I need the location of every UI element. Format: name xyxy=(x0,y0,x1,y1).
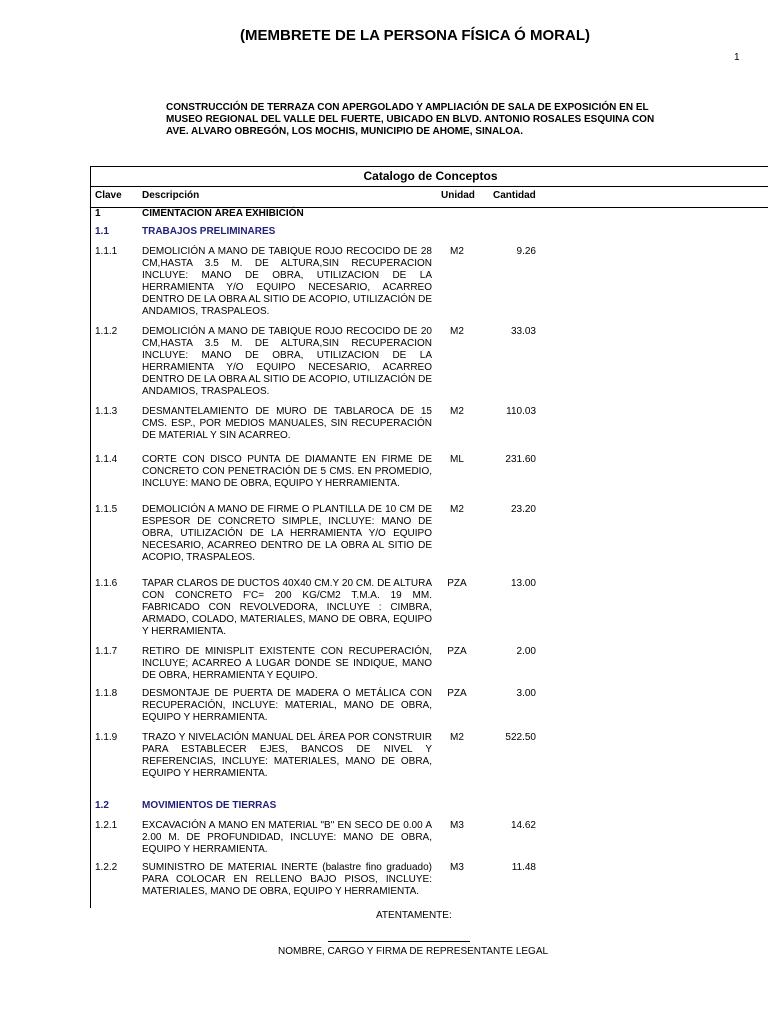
row-cantidad: 3.00 xyxy=(516,688,536,699)
header-clave: Clave xyxy=(95,190,122,201)
letterhead-title: (MEMBRETE DE LA PERSONA FÍSICA Ó MORAL) xyxy=(240,27,590,44)
concepts-catalog xyxy=(90,166,768,908)
row-descripcion: TRAZO Y NIVELACIÓN MANUAL DEL ÁREA POR CONSTRUIR PARA ESTABLECER EJES, BANCOS DE NIVEL Y REFERENCIAS, INCLUYE: MATERIALES, MANO DE OBRA, EQUIPO Y HERRAMIENTA. xyxy=(142,732,432,779)
row-unidad: M3 xyxy=(450,862,464,873)
row-cantidad: 14.62 xyxy=(510,820,536,831)
row-unidad: M2 xyxy=(450,732,464,743)
catalog-items xyxy=(91,208,768,908)
row-cantidad: 23.20 xyxy=(510,504,536,515)
row-clave: 1.2 xyxy=(95,800,109,811)
row-unidad: PZA xyxy=(447,646,467,657)
row-unidad: M2 xyxy=(450,246,464,257)
row-descripcion: MOVIMIENTOS DE TIERRAS xyxy=(142,800,277,811)
row-descripcion: CIMENTACION ÁREA EXHIBICIÓN xyxy=(142,208,304,219)
closing-text: ATENTAMENTE: xyxy=(376,910,452,921)
row-descripcion: CORTE CON DISCO PUNTA DE DIAMANTE EN FIRME DE CONCRETO CON PENETRACIÓN DE 5 CMS. EN PROMEDIO, INCLUYE: MANO DE OBRA, EQUIPO Y HERRAMIENTA. xyxy=(142,454,432,489)
row-clave: 1.2.1 xyxy=(95,820,118,831)
row-clave: 1.1.1 xyxy=(95,246,118,257)
row-cantidad: 9.26 xyxy=(516,246,536,257)
row-descripcion: DESMANTELAMIENTO DE MURO DE TABLAROCA DE 15 CMS. ESP., POR MEDIOS MANUALES, SIN RECUPERACIÓN DE MATERIAL Y SIN ACARREO. xyxy=(142,406,432,441)
row-unidad: M3 xyxy=(450,820,464,831)
row-unidad: ML xyxy=(450,454,464,465)
row-descripcion: DESMONTAJE DE PUERTA DE MADERA O METÁLICA CON RECUPERACIÓN, INCLUYE: MATERIAL, MANO DE OBRA, EQUIPO Y HERRAMIENTA. xyxy=(142,688,432,723)
row-clave: 1.1.5 xyxy=(95,504,118,515)
row-cantidad: 110.03 xyxy=(506,406,536,417)
row-descripcion: RETIRO DE MINISPLIT EXISTENTE CON RECUPERACIÓN, INCLUYE; ACARREO A LUGAR DONDE SE INDIQUE, MANO DE OBRA, HERRAMIENTA Y EQUIPO. xyxy=(142,646,432,681)
row-unidad: M2 xyxy=(450,406,464,417)
catalog-title: Catalogo de Conceptos xyxy=(363,169,498,183)
row-clave: 1.1.3 xyxy=(95,406,118,417)
project-description: CONSTRUCCIÓN DE TERRAZA CON APERGOLADO Y AMPLIACIÓN DE SALA DE EXPOSICIÓN EN EL MUSEO REGIONAL DEL VALLE DEL FUERTE, UBICADO EN BLVD. ANTONIO ROSALES ESQUINA CON AVE. ALVARO OBREGÓN, LOS MOCHIS, MUNICIPIO DE AHOME, SINALOA. xyxy=(166,102,655,137)
row-clave: 1.1.2 xyxy=(95,326,118,337)
row-descripcion: TAPAR CLAROS DE DUCTOS 40X40 CM.Y 20 CM. DE ALTURA CON CONCRETO F'C= 200 KG/CM2 T.M.A. 19 MM. FABRICADO CON REVOLVEDORA, INCLUYE : CIMBRA, ARMADO, COLADO, MATERIALES, MANO DE OBRA, EQUIPO Y HERRAMIENTA. xyxy=(142,578,432,637)
row-clave: 1.2.2 xyxy=(95,862,118,873)
header-cantidad: Cantidad xyxy=(493,190,536,201)
row-cantidad: 13.00 xyxy=(510,578,536,589)
row-descripcion: DEMOLICIÓN A MANO DE TABIQUE ROJO RECOCIDO DE 20 CM,HASTA 3.5 M. DE ALTURA,SIN RECUPERACION INCLUYE: MANO DE OBRA, UTILIZACION DE LA HERRAMIENTA Y/O EQUIPO NECESARIO, ACARREO DENTRO DE LA OBRA AL SITIO DE ACOPIO, UTILIZACIÓN DE ANDAMIOS, TRASPALEOS. xyxy=(142,326,432,397)
row-unidad: PZA xyxy=(447,688,467,699)
row-cantidad: 11.48 xyxy=(511,862,536,873)
row-unidad: PZA xyxy=(447,578,467,589)
header-descripcion: Descripción xyxy=(142,190,200,201)
row-cantidad: 2.00 xyxy=(516,646,536,657)
row-clave: 1 xyxy=(95,208,101,219)
row-clave: 1.1.8 xyxy=(95,688,118,699)
row-clave: 1.1.7 xyxy=(95,646,118,657)
row-descripcion: SUMINISTRO DE MATERIAL INERTE (balastre fino graduado) PARA COLOCAR EN RELLENO BAJO PISOS, INCLUYE: MATERIALES, MANO DE OBRA, EQUIPO Y HERRAMIENTA. xyxy=(142,862,432,897)
row-descripcion: DEMOLICIÓN A MANO DE FIRME O PLANTILLA DE 10 CM DE ESPESOR DE CONCRETO SIMPLE, INCLUYE: MANO DE OBRA, UTILIZACIÓN DE LA HERRAMIENTA Y/O EQUIPO NECESARIO, ACARREO DENTRO DE LA OBRA AL SITIO DE ACOPIO, TRASPALEOS. xyxy=(142,504,432,563)
row-unidad: M2 xyxy=(450,504,464,515)
row-cantidad: 522.50 xyxy=(505,732,536,743)
row-unidad: M2 xyxy=(450,326,464,337)
row-clave: 1.1.9 xyxy=(95,732,118,743)
signature-line xyxy=(328,941,470,942)
row-descripcion: EXCAVACIÓN A MANO EN MATERIAL "B" EN SECO DE 0.00 A 2.00 M. DE PROFUNDIDAD, INCLUYE: MANO DE OBRA, EQUIPO Y HERRAMIENTA. xyxy=(142,820,432,855)
page-number: 1 xyxy=(734,52,740,63)
row-cantidad: 231.60 xyxy=(505,454,536,465)
row-clave: 1.1.6 xyxy=(95,578,118,589)
row-clave: 1.1.4 xyxy=(95,454,118,465)
row-descripcion: DEMOLICIÓN A MANO DE TABIQUE ROJO RECOCIDO DE 28 CM,HASTA 3.5 M. DE ALTURA,SIN RECUPERACION INCLUYE: MANO DE OBRA, UTILIZACION DE LA HERRAMIENTA Y/O EQUIPO NECESARIO, ACARREO DENTRO DE LA OBRA AL SITIO DE ACOPIO, UTILIZACIÓN DE ANDAMIOS, TRASPALEOS. xyxy=(142,246,432,317)
signature-label: NOMBRE, CARGO Y FIRMA DE REPRESENTANTE LEGAL xyxy=(278,946,549,957)
row-cantidad: 33.03 xyxy=(510,326,536,337)
header-unidad: Unidad xyxy=(441,190,475,201)
row-clave: 1.1 xyxy=(95,226,109,237)
row-descripcion: TRABAJOS PRELIMINARES xyxy=(142,226,276,237)
catalog-header-row xyxy=(91,186,768,208)
